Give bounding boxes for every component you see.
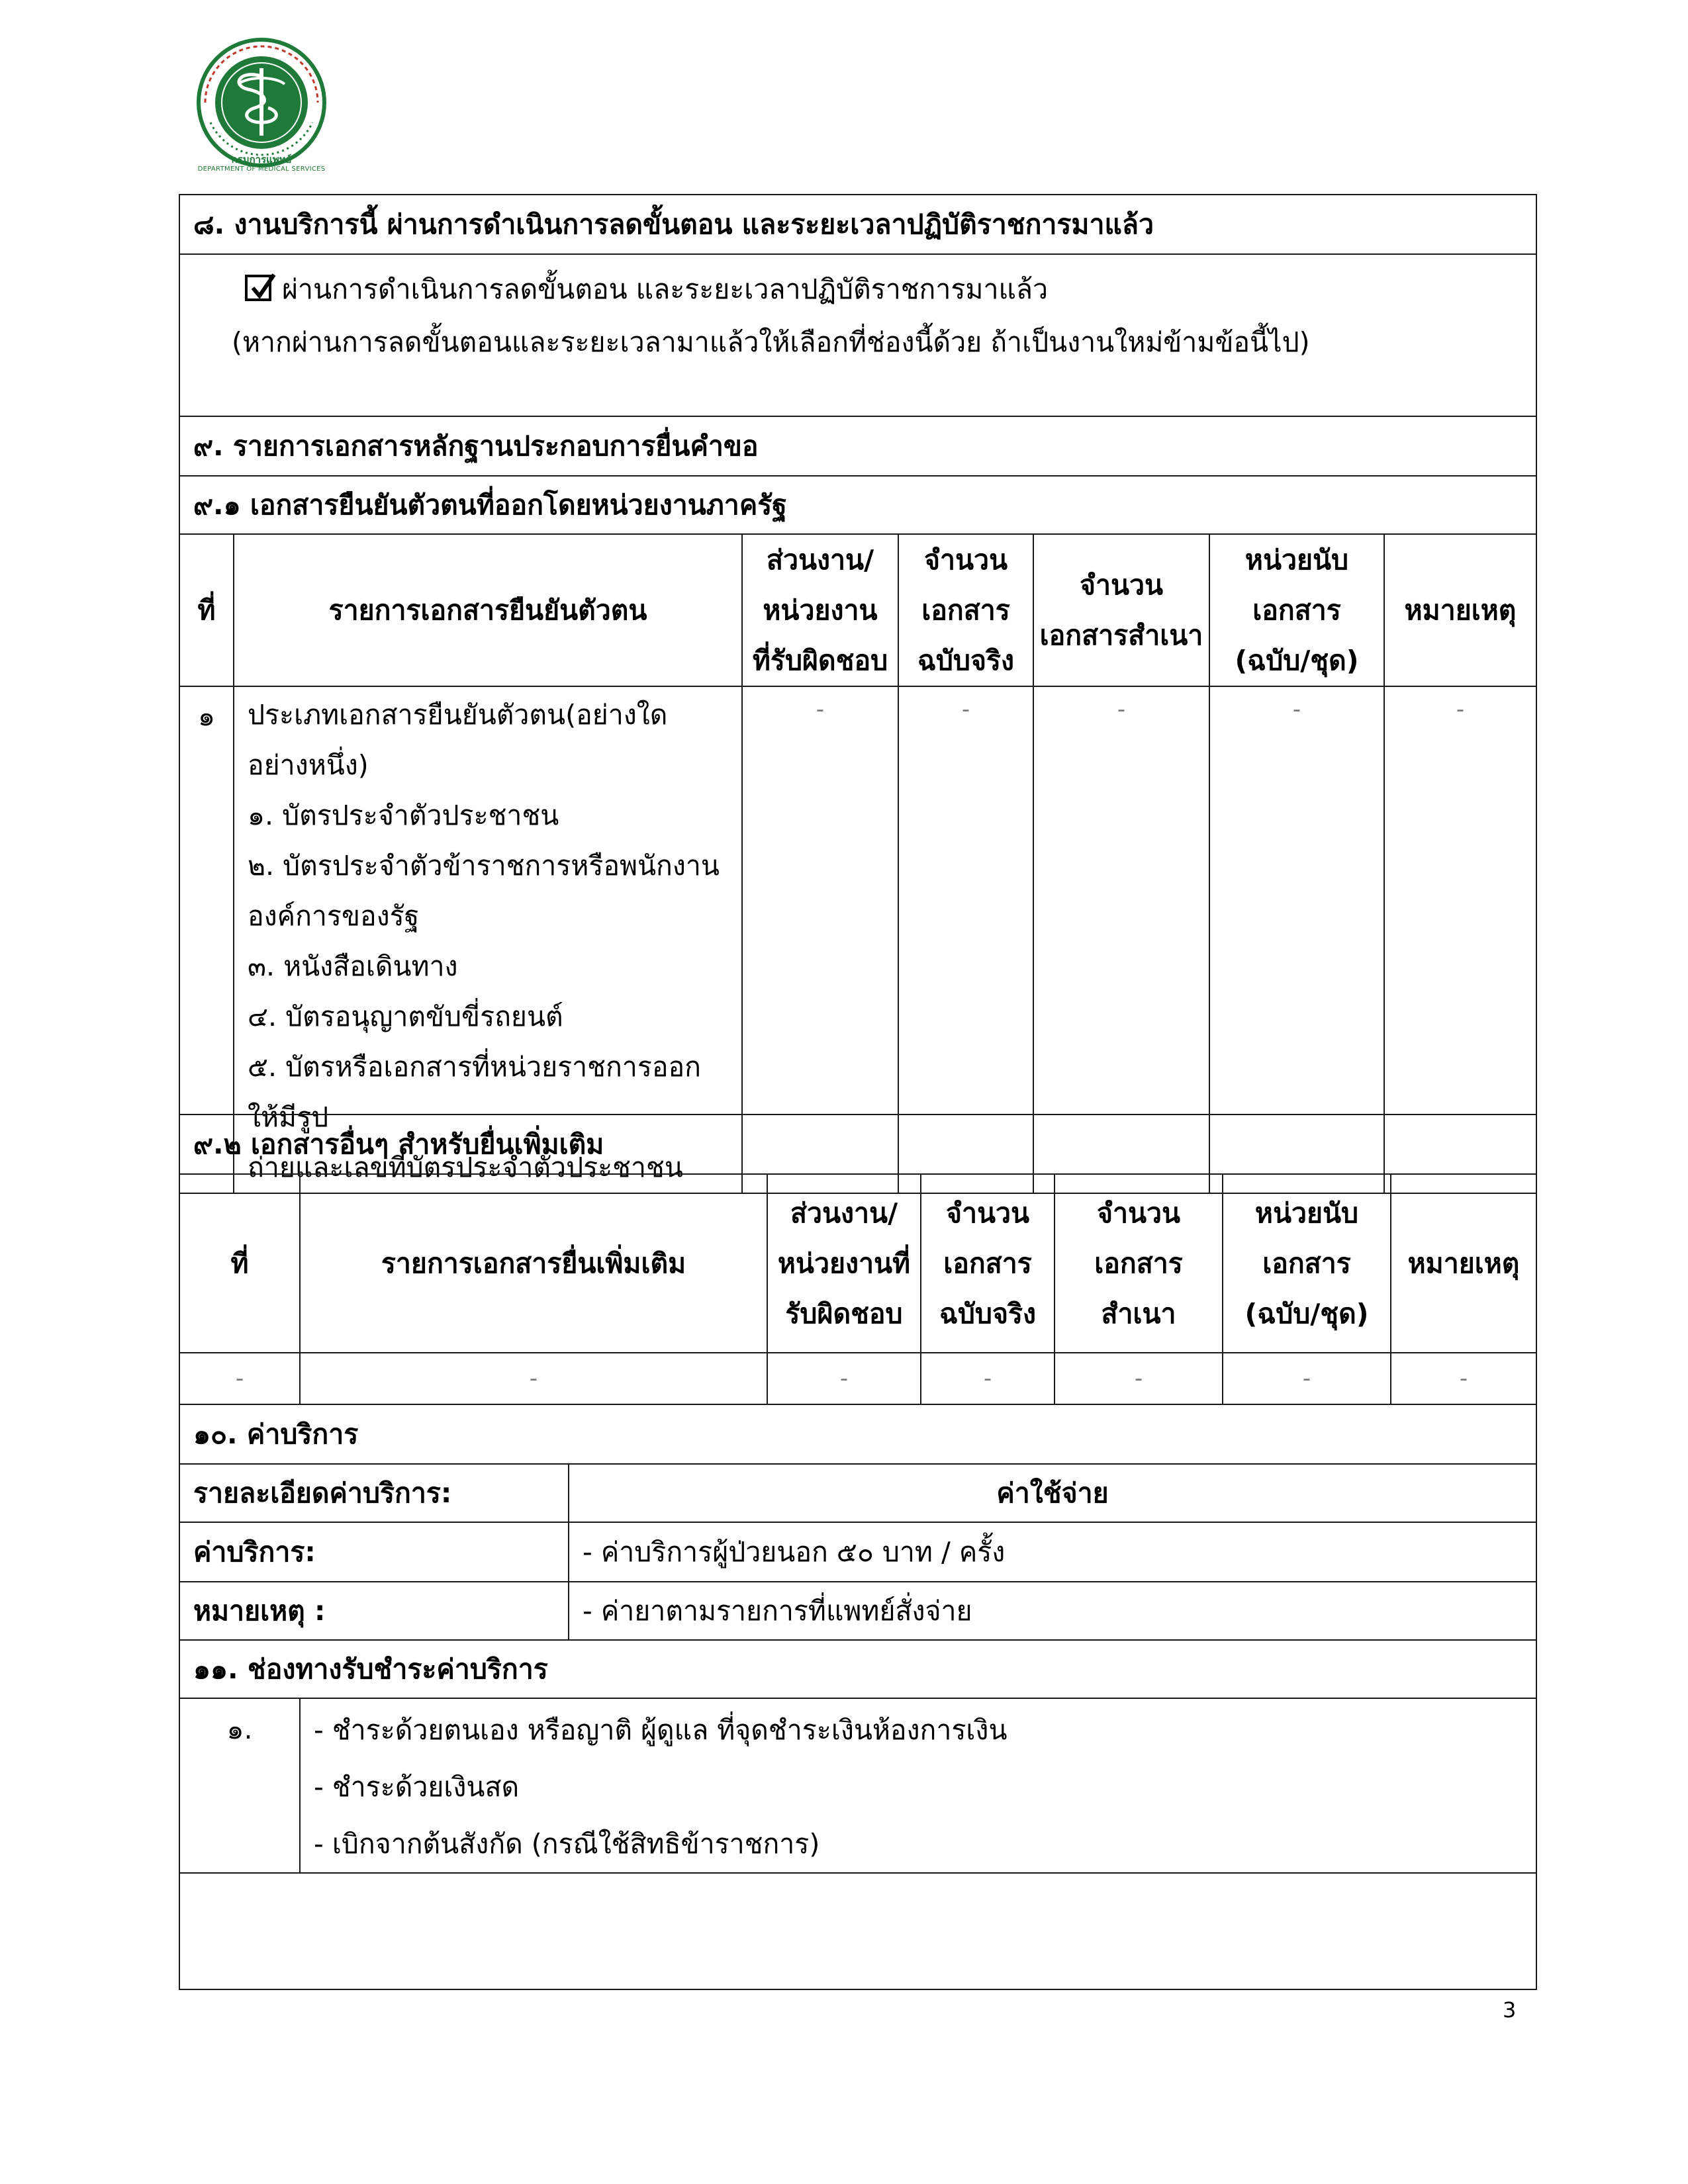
row-remark: - (1391, 1353, 1536, 1404)
header-item: รายการเอกสารยื่นเพิ่มเติม (300, 1174, 767, 1353)
header-unit-line: เอกสาร (1262, 1248, 1351, 1279)
header-dept (742, 534, 898, 686)
header-unit-line: หน่วยนับ (1244, 544, 1349, 576)
row-item-line: ๕. บัตรหรือเอกสารที่หน่วยราชการออกให้มีรูป (248, 1051, 701, 1133)
payment-line: - เบิกจากต้นสังกัด (กรณีใช้สิทธิข้าราชการ) (314, 1828, 820, 1860)
header-item: รายการเอกสารยืนยันตัวตน (234, 534, 742, 686)
header-unit-line: เอกสาร (1252, 594, 1341, 626)
remark-value: - ค่ายาตามรายการที่แพทย์สั่งจ่าย (569, 1582, 1536, 1640)
header-remark: หมายเหตุ (1384, 534, 1536, 686)
row-orig: - (898, 686, 1033, 1193)
section9-title: ๙. รายการเอกสารหลักฐานประกอบการยื่นคำขอ (179, 416, 1536, 476)
payment-line: - ชำระด้วยเงินสด (314, 1771, 520, 1803)
row-item-line: องค์การของรัฐ (248, 900, 420, 932)
remark-label: หมายเหตุ : (179, 1582, 569, 1640)
section8-title: ๘. งานบริการนี้ ผ่านการดำเนินการลดขั้นตอน และระยะเวลาปฏิบัติราชการมาแล้ว (179, 195, 1536, 254)
header-dept-line: หน่วยงานที่ (777, 1248, 911, 1279)
header-dept-line: ส่วนงาน/ (790, 1197, 898, 1229)
payment-row (179, 1698, 1536, 1873)
header-dept-line: ส่วนงาน/ (766, 544, 874, 576)
row-item-line: ถ่ายและเลขที่บัตรประจำตัวประชาชน (248, 1152, 683, 1183)
section9-2-title: ๙.๒ เอกสารอื่นๆ สำหรับยื่นเพิ่มเติม (179, 1115, 1536, 1174)
header-copy (1055, 1174, 1223, 1353)
row-item-line: ประเภทเอกสารยืนยันตัวตน(อย่างใดอย่างหนึ่ง) (248, 699, 668, 781)
section8-note: (หากผ่านการลดขั้นตอนและระยะเวลามาแล้วให้เลือกที่ช่องนี้ด้วย ถ้าเป็นงานใหม่ข้ามข้อนี้ไป) (232, 326, 1310, 358)
service-table-2 (179, 1114, 1537, 1990)
header-unit-line: หน่วยนับ (1254, 1197, 1359, 1229)
row-unit: - (1223, 1353, 1391, 1404)
header-orig-line: เอกสาร (921, 594, 1010, 626)
header-copy-line: สำเนา (1101, 1298, 1176, 1330)
cost-label: ค่าใช้จ่าย (569, 1464, 1536, 1522)
header-copy-line: จำนวน (1096, 1197, 1181, 1229)
checkbox-label: ผ่านการดำเนินการลดขั้นตอน และระยะเวลาปฏิบัติราชการมาแล้ว (282, 273, 1049, 305)
row-unit: - (1209, 686, 1384, 1193)
header-dept-line: รับผิดชอบ (785, 1298, 903, 1330)
page-number: 3 (1503, 1997, 1517, 2023)
header-orig-line: จำนวน (945, 1197, 1030, 1229)
row-item-line: ๑. บัตรประจำตัวประชาชน (248, 799, 559, 831)
row-no: ๑ (179, 686, 234, 1193)
header-orig (898, 534, 1033, 686)
header-no: ที่ (179, 534, 234, 686)
table-header-row (179, 534, 1536, 686)
header-orig-line: ฉบับจริง (917, 645, 1015, 676)
row-dept: - (742, 686, 898, 1193)
fee-detail-label: รายละเอียดค่าบริการ: (179, 1464, 569, 1522)
row-no: - (179, 1353, 300, 1404)
header-unit-line: (ฉบับ/ชุด) (1244, 1298, 1369, 1330)
fee-label: ค่าบริการ: (179, 1522, 569, 1582)
department-name-th: กรมการแพทย์ (231, 154, 292, 165)
payment-line: - ชำระด้วยตนเอง หรือญาติ ผู้ดูแล ที่จุดชำระเงินห้องการเงิน (314, 1714, 1008, 1746)
header-dept-line: ที่รับผิดชอบ (752, 645, 888, 676)
row-copy: - (1033, 686, 1209, 1193)
row-remark: - (1384, 686, 1536, 1193)
table-row (179, 1353, 1536, 1404)
header-copy-line: เอกสารสำเนา (1039, 619, 1203, 651)
header-orig-line: เอกสาร (943, 1248, 1032, 1279)
row-copy: - (1055, 1353, 1223, 1404)
payment-methods (300, 1698, 1536, 1873)
table-header-row (179, 1174, 1536, 1353)
header-no: ที่ (179, 1174, 300, 1353)
header-copy-line: เอกสาร (1094, 1248, 1183, 1279)
header-copy (1033, 534, 1209, 686)
checkbox-icon[interactable] (245, 275, 271, 301)
section11-title: ๑๑. ช่องทางรับชำระค่าบริการ (179, 1640, 1536, 1698)
empty-row (179, 1873, 1536, 1989)
row-dept: - (767, 1353, 921, 1404)
header-dept (767, 1174, 921, 1353)
section10-title: ๑๐. ค่าบริการ (179, 1404, 1536, 1464)
header-unit-line: (ฉบับ/ชุด) (1235, 645, 1359, 676)
header-orig (921, 1174, 1055, 1353)
row-item-line: ๓. หนังสือเดินทาง (248, 950, 458, 982)
row-item-line: ๔. บัตรอนุญาตขับขี่รถยนต์ (248, 1001, 563, 1032)
header-orig-line: ฉบับจริง (939, 1298, 1037, 1330)
header-unit (1209, 534, 1384, 686)
payment-no: ๑. (179, 1698, 300, 1873)
row-orig: - (921, 1353, 1055, 1404)
header-dept-line: หน่วยงาน (763, 594, 878, 626)
header-orig-line: จำนวน (923, 544, 1008, 576)
header-copy-line: จำนวน (1079, 569, 1164, 601)
header-remark: หมายเหตุ (1391, 1174, 1536, 1353)
header-unit (1223, 1174, 1391, 1353)
department-name-en: DEPARTMENT OF MEDICAL SERVICES (197, 165, 326, 173)
fee-value: - ค่าบริการผู้ป่วยนอก ๕๐ บาท / ครั้ง (569, 1522, 1536, 1582)
department-name (179, 154, 344, 173)
section9-1-title: ๙.๑ เอกสารยืนยันตัวตนที่ออกโดยหน่วยงานภาครัฐ (179, 476, 1536, 534)
row-item-line: ๒. บัตรประจำตัวข้าราชการหรือพนักงาน (248, 850, 720, 882)
service-table-1 (179, 194, 1537, 1194)
row-item: - (300, 1353, 767, 1404)
section8-body (179, 254, 1536, 416)
